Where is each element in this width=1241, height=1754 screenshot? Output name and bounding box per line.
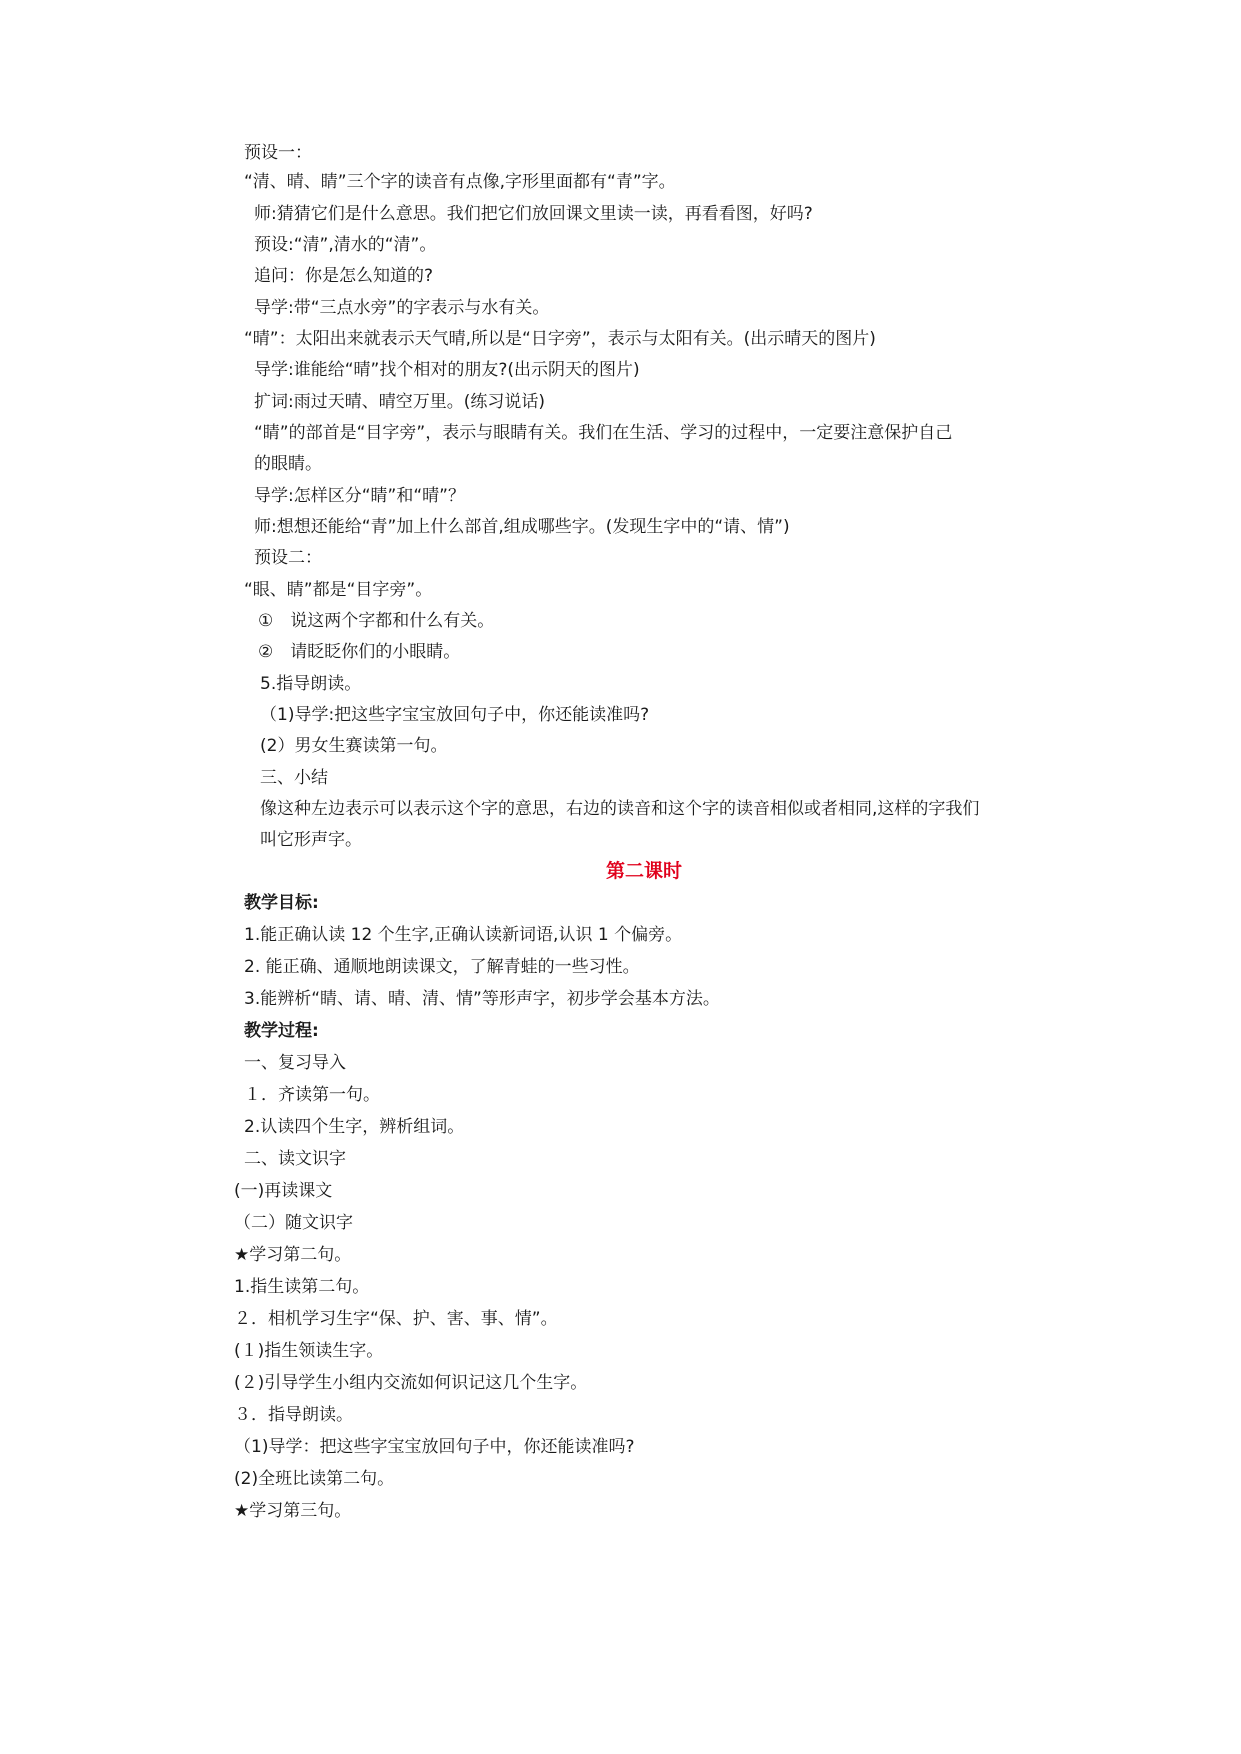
paragraph-line: (２)引导学生小组内交流如何识记这几个生字。 <box>234 1373 588 1393</box>
paragraph-line: 师:想想还能给“青”加上什么部首,组成哪些字。(发现生字中的“请、情”) <box>254 517 790 537</box>
paragraph-line: ３．指导朗读。 <box>234 1405 353 1425</box>
paragraph-line: 2.认读四个生字，辨析组词。 <box>244 1117 465 1137</box>
paragraph-line: 1.指生读第二句。 <box>234 1277 370 1297</box>
paragraph-line: 导学:怎样区分“睛”和“晴”？ <box>254 486 465 506</box>
paragraph-line: （1)导学:把这些字宝宝放回句子中，你还能读准吗? <box>260 705 650 725</box>
paragraph-line: 5.指导朗读。 <box>260 674 362 694</box>
preset-1-heading: 预设一： <box>244 143 312 163</box>
paragraph-line: (１)指生领读生字。 <box>234 1341 384 1361</box>
paragraph-line: 师:猜猜它们是什么意思。我们把它们放回课文里读一读，再看看图，好吗? <box>254 204 813 224</box>
paragraph-line: （1)导学：把这些字宝宝放回句子中，你还能读准吗? <box>234 1437 635 1457</box>
paragraph-line: １．齐读第一句。 <box>244 1085 380 1105</box>
paragraph-line: (2)全班比读第二句。 <box>234 1469 395 1489</box>
goals-heading: 教学目标: <box>244 893 319 913</box>
section-heading: 一、复习导入 <box>244 1053 346 1073</box>
paragraph-line: ★学习第二句。 <box>234 1245 352 1265</box>
paragraph-line: “睛”的部首是“目字旁”，表示与眼睛有关。我们在生活、学习的过程中，一定要注意保护自己 <box>254 423 953 443</box>
paragraph-line: 导学:谁能给“晴”找个相对的朋友?(出示阴天的图片) <box>254 360 640 380</box>
list-item: ① 说这两个字都和什么有关。 <box>258 611 495 631</box>
paragraph-line: 1.能正确认读 12 个生字,正确认读新词语,认识 1 个偏旁。 <box>244 925 683 945</box>
paragraph-line: “晴”：太阳出来就表示天气晴,所以是“日字旁”，表示与太阳有关。(出示晴天的图片) <box>244 329 876 349</box>
paragraph-line: 叫它形声字。 <box>260 830 362 850</box>
paragraph-line: ★学习第三句。 <box>234 1501 352 1521</box>
section-heading: 二、读文识字 <box>244 1149 346 1169</box>
paragraph-line: 扩词:雨过天晴、晴空万里。(练习说话) <box>254 392 545 412</box>
paragraph-line: 预设:“清”,清水的“清”。 <box>254 235 437 255</box>
paragraph-line: 的眼睛。 <box>254 454 322 474</box>
paragraph-line: （二）随文识字 <box>234 1213 353 1233</box>
list-item: ② 请眨眨你们的小眼睛。 <box>258 642 461 662</box>
paragraph-line: ２．相机学习生字“保、护、害、事、情”。 <box>234 1309 558 1329</box>
paragraph-line: 2. 能正确、通顺地朗读课文，了解青蛙的一些习性。 <box>244 957 640 977</box>
section-heading: 三、小结 <box>260 768 328 788</box>
paragraph-line: “眼、睛”都是“目字旁”。 <box>244 580 433 600</box>
preset-2-heading: 预设二： <box>254 548 322 568</box>
paragraph-line: (2）男女生赛读第一句。 <box>260 736 448 756</box>
paragraph-line: 追问：你是怎么知道的? <box>254 266 434 286</box>
paragraph-line: (一)再读课文 <box>234 1181 333 1201</box>
paragraph-line: “清、晴、睛”三个字的读音有点像,字形里面都有“青”字。 <box>244 172 676 192</box>
paragraph-line: 像这种左边表示可以表示这个字的意思，右边的读音和这个字的读音相似或者相同,这样的字我们 <box>260 799 980 819</box>
paragraph-line: 导学:带“三点水旁”的字表示与水有关。 <box>254 298 550 318</box>
process-heading: 教学过程: <box>244 1021 319 1041</box>
lesson-title: 第二课时 <box>606 860 683 882</box>
paragraph-line: 3.能辨析“睛、请、晴、清、情”等形声字，初步学会基本方法。 <box>244 989 720 1009</box>
